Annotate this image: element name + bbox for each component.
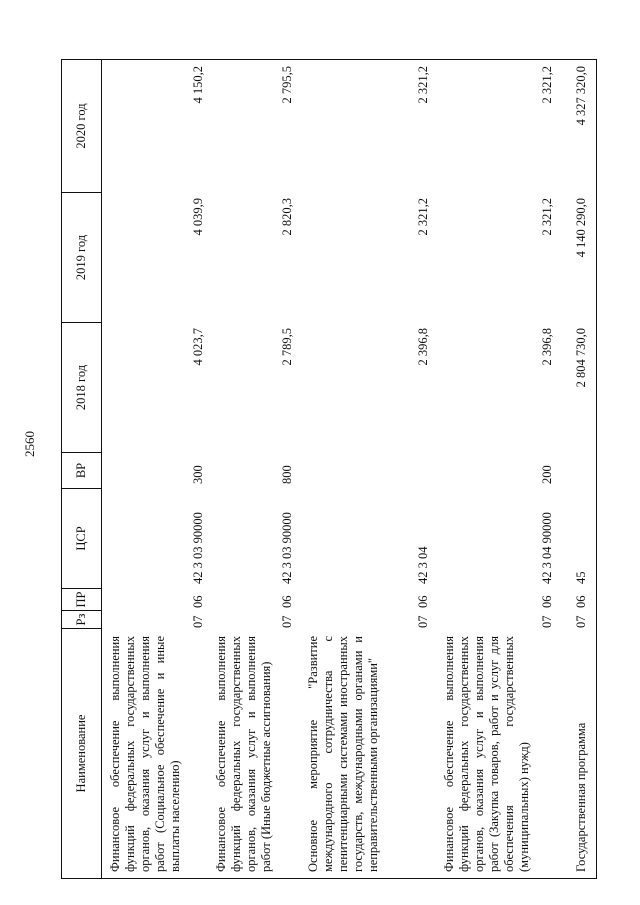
rotated-table xyxy=(61,59,597,879)
row-csr: 42 3 03 90000 xyxy=(191,512,205,584)
row-name: Государственная программа xyxy=(574,722,588,872)
table-row xyxy=(214,58,298,878)
budget-table xyxy=(61,59,597,879)
row-rz: 07 xyxy=(574,615,588,628)
header-rz: Рз xyxy=(62,610,102,628)
row-2018: 2 396,8 xyxy=(416,328,430,366)
row-2018: 2 396,8 xyxy=(540,328,554,366)
header-vr: ВР xyxy=(62,452,102,488)
row-2018: 2 789,5 xyxy=(280,328,294,366)
row-2020: 2 321,2 xyxy=(416,66,430,104)
row-csr: 42 3 04 90000 xyxy=(540,512,554,584)
header-name: Наименование xyxy=(62,628,102,878)
row-rz: 07 xyxy=(416,615,430,628)
row-rz: 07 xyxy=(540,615,554,628)
row-2020: 2 795,5 xyxy=(280,66,294,104)
row-2019: 2 321,2 xyxy=(416,198,430,236)
table-row xyxy=(108,58,206,878)
row-name: Финансовое обеспечение выполнения функций федеральных государственных органов, оказания услуг и выполнения работ (Закупка товаров, работ и услуг для обеспечения государственных (муниципальных) нужд) xyxy=(442,636,531,872)
header-csr: ЦСР xyxy=(62,488,102,588)
row-2018: 4 023,7 xyxy=(191,328,205,366)
page-number: 2560 xyxy=(22,431,37,457)
row-pr: 06 xyxy=(416,595,430,608)
row-csr: 45 xyxy=(574,571,588,584)
row-2019: 4 140 290,0 xyxy=(574,198,588,258)
row-vr: 300 xyxy=(191,465,205,484)
row-2020: 4 150,2 xyxy=(191,66,205,104)
row-2019: 2 820,3 xyxy=(280,198,294,236)
row-2020: 2 321,2 xyxy=(540,66,554,104)
header-2019: 2019 год xyxy=(62,192,102,322)
row-pr: 06 xyxy=(191,595,205,608)
row-2019: 2 321,2 xyxy=(540,198,554,236)
row-2020: 4 327 320,0 xyxy=(574,66,588,126)
row-rz: 07 xyxy=(191,615,205,628)
row-2018: 2 804 730,0 xyxy=(574,328,588,388)
row-pr: 06 xyxy=(280,595,294,608)
row-vr: 800 xyxy=(280,465,294,484)
row-name: Финансовое обеспечение выполнения функций федеральных государственных органов, оказания услуг и выполнения работ (Иные бюджетные ассигнования) xyxy=(214,636,273,872)
row-vr: 200 xyxy=(540,465,554,484)
header-2018: 2018 год xyxy=(62,322,102,452)
header-pr: ПР xyxy=(62,588,102,610)
row-name: Финансовое обеспечение выполнения функций федеральных государственных органов, оказания услуг и выполнения работ (Социальное обеспечение и иные выплаты населению) xyxy=(108,636,182,872)
row-pr: 06 xyxy=(574,595,588,608)
row-2019: 4 039,9 xyxy=(191,198,205,236)
row-csr: 42 3 03 90000 xyxy=(280,512,294,584)
row-pr: 06 xyxy=(540,595,554,608)
row-rz: 07 xyxy=(280,615,294,628)
header-2020: 2020 год xyxy=(62,60,102,192)
row-name: Основное мероприятие "Развитие международного сотрудничества с пенитенциарными системами иностранных государств, международными органами и неправительственными организациями" xyxy=(306,636,380,872)
table-row xyxy=(442,58,562,878)
table-row xyxy=(574,58,596,878)
table-row xyxy=(306,58,432,878)
row-csr: 42 3 04 xyxy=(416,546,430,584)
table-area xyxy=(61,59,597,879)
